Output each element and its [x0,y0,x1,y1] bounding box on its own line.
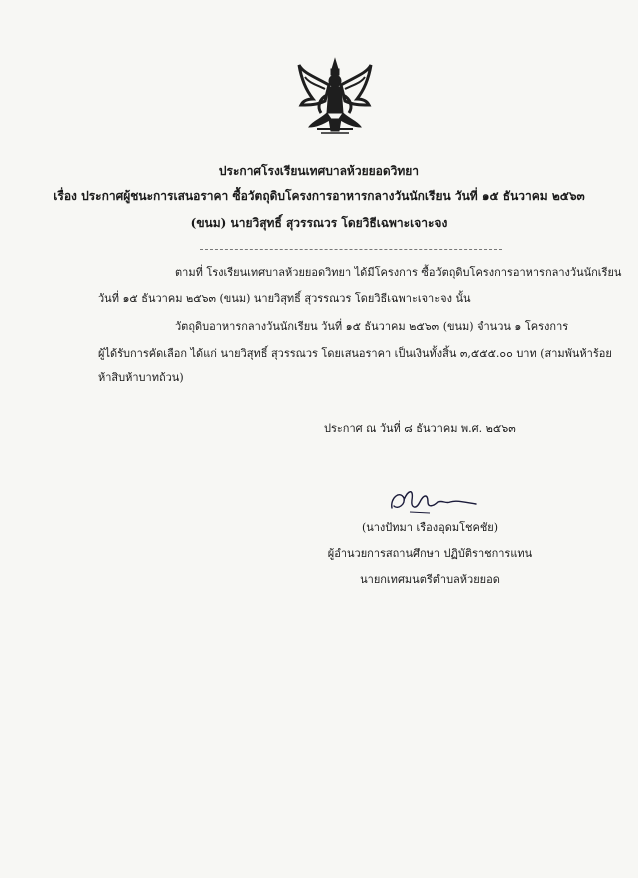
announcement-date: ประกาศ ณ วันที่ ๘ ธันวาคม พ.ศ. ๒๕๖๓ [324,422,516,435]
handwritten-signature [380,480,480,520]
announcement-subject: เรื่อง ประกาศผู้ชนะการเสนอราคา ซื้อวัตถุดิบโครงการอาหารกลางวันนักเรียน วันที่ ๑๕ ธันวาคม ๒๕๖๓ [53,189,585,203]
paragraph-1-line-1: ตามที่ โรงเรียนเทศบาลห้วยยอดวิทยา ได้มีโครงการ ซื้อวัตถุดิบโครงการอาหารกลางวันนักเรียน [175,266,622,279]
garuda-emblem-icon [295,55,375,155]
signatory-position-acting: นายกเทศมนตรีตำบลห้วยยอด [360,573,500,586]
announcement-subject-continued: (ขนม) นายวิสุทธิ์ สุวรรณวร โดยวิธีเฉพาะเจาะจง [190,216,448,230]
signatory-name: (นางปัทมา เรืองอุดมโชคชัย) [361,521,499,534]
paragraph-2-line-2: ผู้ได้รับการคัดเลือก ได้แก่ นายวิสุทธิ์ สุวรรณวร โดยเสนอราคา เป็นเงินทั้งสิ้น ๓,๕๕๕.๐๐ บาท (สามพันห้าร้อย [98,347,612,360]
signatory-position: ผู้อำนวยการสถานศึกษา ปฏิบัติราชการแทน [327,547,533,560]
paragraph-1-line-2: วันที่ ๑๕ ธันวาคม ๒๕๖๓ (ขนม) นายวิสุทธิ์ สุวรรณวร โดยวิธีเฉพาะเจาะจง นั้น [98,292,471,305]
separator-dashed-line [200,249,502,250]
school-announcement-title: ประกาศโรงเรียนเทศบาลห้วยยอดวิทยา [218,164,420,178]
paragraph-2-line-3: ห้าสิบห้าบาทถ้วน) [98,371,184,384]
paragraph-2-line-1: วัตถุดิบอาหารกลางวันนักเรียน วันที่ ๑๕ ธันวาคม ๒๕๖๓ (ขนม) จำนวน ๑ โครงการ [175,320,569,333]
